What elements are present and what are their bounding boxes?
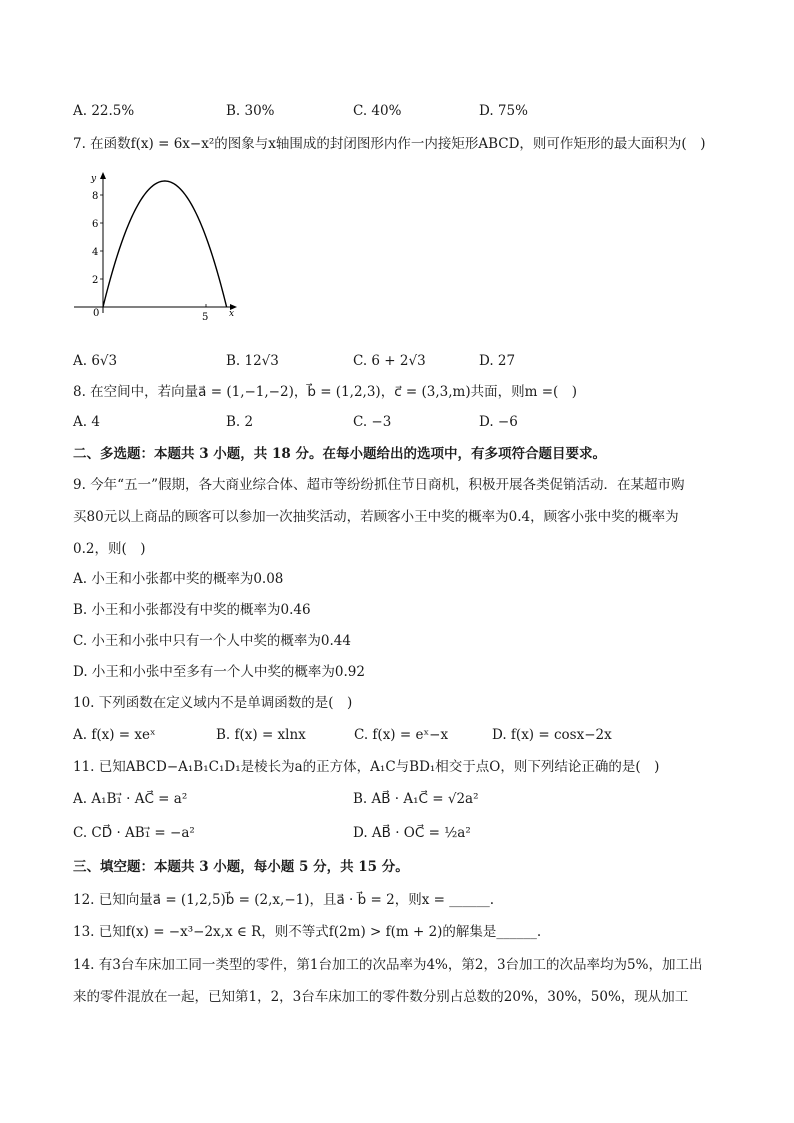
q9-option-b: B. 小王和小张都没有中奖的概率为0.46: [73, 602, 311, 618]
q8-stem: 8. 在空间中，若向量a⃗ = (1,−1,−2)，b⃗ = (1,2,3)，c⃗ = (3,3,m)共面，则m =( ): [73, 384, 578, 400]
q10-option-b: B. f(x) = xlnx: [216, 727, 306, 743]
q9-stem-line1: 9. 今年“五一”假期，各大商业综合体、超市等纷纷抓住节日商机，积极开展各类促销活动．在某超市购: [73, 477, 685, 493]
section-3-heading: 三、填空题：本题共 3 小题，每小题 5 分，共 15 分。: [73, 859, 409, 875]
q10-stem: 10. 下列函数在定义域内不是单调函数的是( ): [73, 695, 353, 711]
q7-parabola-graph: [70, 168, 240, 320]
q13-stem: 13. 已知f(x) = −x³−2x,x ∈ R，则不等式f(2m) > f(m + 2)的解集是______.: [73, 924, 542, 940]
q9-stem-line3: 0.2，则( ): [73, 541, 146, 557]
q7-option-d: D. 27: [479, 353, 516, 369]
q6-option-c: C. 40%: [353, 103, 402, 119]
q8-option-b: B. 2: [226, 414, 254, 430]
q8-option-a: A. 4: [73, 414, 100, 430]
parabola-curve: [103, 181, 227, 307]
q11-option-c: C. CD⃗ · AB₁⃗ = −a²: [73, 825, 195, 841]
q9-option-d: D. 小王和小张中至多有一个人中奖的概率为0.92: [73, 664, 365, 680]
q7-stem: 7. 在函数f(x) = 6x−x²的图象与x轴围成的封闭图形内作一内接矩形ABCD，则可作矩形的最大面积为( ): [73, 136, 706, 152]
section-2-heading: 二、多选题：本题共 3 小题，共 18 分。在每小题给出的选项中，有多项符合题目要求。: [73, 446, 606, 462]
q10-option-c: C. f(x) = eˣ−x: [354, 727, 449, 743]
q7-option-c: C. 6 + 2√3: [353, 353, 426, 369]
q9-option-c: C. 小王和小张中只有一个人中奖的概率为0.44: [73, 633, 351, 649]
q14-stem-line1: 14. 有3台车床加工同一类型的零件，第1台加工的次品率为4%，第2，3台加工的次品率均为5%，加工出: [73, 957, 703, 973]
q7-option-b: B. 12√3: [226, 353, 279, 369]
q11-option-b: B. AB⃗ · A₁C⃗ = √2a²: [353, 791, 479, 807]
q9-stem-line2: 买80元以上商品的顾客可以参加一次抽奖活动，若顾客小王中奖的概率为0.4，顾客小张中奖的概率为: [73, 509, 679, 525]
y-tick-label: 2: [92, 275, 99, 286]
x-tick-label: 5: [202, 312, 209, 320]
q14-stem-line2: 来的零件混放在一起，已知第1，2，3台车床加工的零件数分别占总数的20%，30%，50%，现从加工: [73, 989, 689, 1005]
q11-option-a: A. A₁B₁⃗ · AC⃗ = a²: [73, 791, 188, 807]
y-tick-label: 8: [92, 191, 99, 202]
y-axis-label: y: [91, 174, 97, 184]
y-axis-arrow: [100, 172, 106, 179]
q12-stem: 12. 已知向量a⃗ = (1,2,5)b⃗ = (2,x,−1)，且a⃗ · b⃗ = 2，则x = ______.: [73, 892, 494, 908]
q8-option-c: C. −3: [353, 414, 392, 430]
y-tick-label: 4: [92, 247, 99, 258]
q8-option-d: D. −6: [479, 414, 518, 430]
q10-option-d: D. f(x) = cosx−2x: [492, 727, 612, 743]
q6-option-b: B. 30%: [226, 103, 275, 119]
q7-option-a: A. 6√3: [73, 353, 118, 369]
q11-stem: 11. 已知ABCD−A₁B₁C₁D₁是棱长为a的正方体，A₁C与BD₁相交于点O，则下列结论正确的是( ): [73, 759, 660, 775]
q6-option-d: D. 75%: [479, 103, 528, 119]
y-tick-label: 6: [92, 219, 99, 230]
q11-option-d: D. AB⃗ · OC⃗ = ½a²: [353, 825, 471, 841]
q10-option-a: A. f(x) = xeˣ: [73, 727, 156, 743]
q6-option-a: A. 22.5%: [73, 103, 135, 119]
x-axis-label: x: [229, 309, 235, 319]
origin-label: 0: [93, 308, 100, 319]
q9-option-a: A. 小王和小张都中奖的概率为0.08: [73, 571, 284, 587]
